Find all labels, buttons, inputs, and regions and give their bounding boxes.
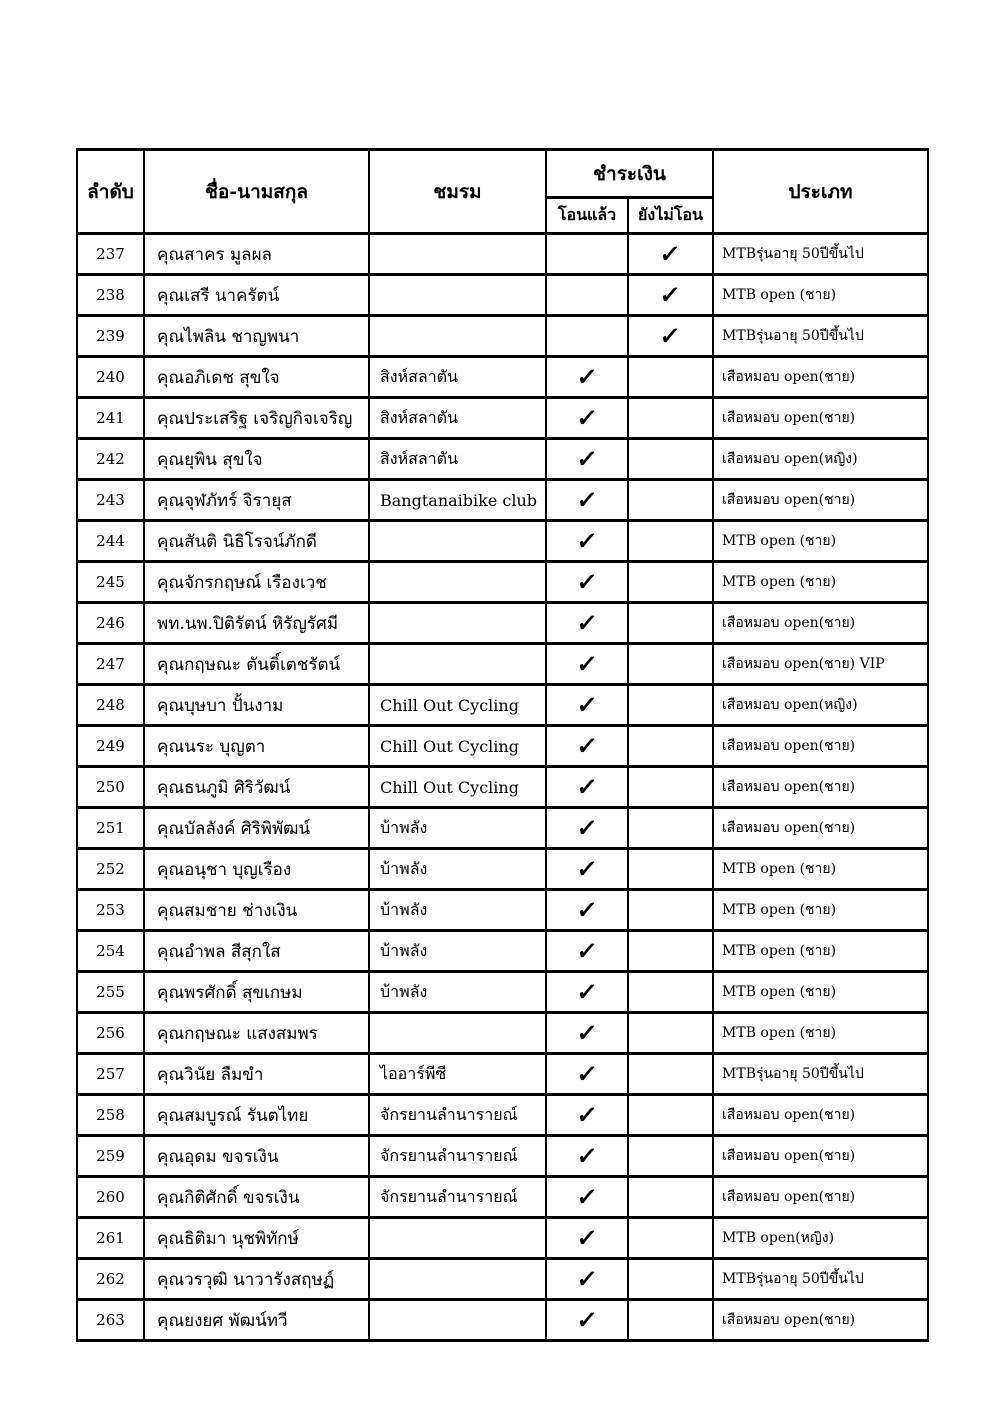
- unpaid-checkmark: [628, 316, 713, 357]
- table-row: [77, 644, 928, 685]
- participant-name: คุณยุพิน สุขใจ: [144, 439, 369, 480]
- paid-checkmark: [546, 808, 628, 849]
- unpaid-checkmark: [628, 1177, 713, 1218]
- row-number: 254: [77, 931, 144, 972]
- table-row: [77, 726, 928, 767]
- row-number: 248: [77, 685, 144, 726]
- participant-name: คุณยงยศ พัฒน์ทวี: [144, 1300, 369, 1341]
- check-icon: ✓: [575, 689, 599, 719]
- unpaid-checkmark: [628, 439, 713, 480]
- row-number: 252: [77, 849, 144, 890]
- paid-checkmark: [546, 1259, 628, 1300]
- category-label: เสือหมอบ open(หญิง): [713, 685, 928, 726]
- paid-checkmark: [546, 644, 628, 685]
- check-icon: ✓: [575, 402, 599, 432]
- participant-name: คุณนระ บุญตา: [144, 726, 369, 767]
- check-icon: ✓: [575, 566, 599, 596]
- category-label: เสือหมอบ open(ชาย): [713, 767, 928, 808]
- category-label: MTBรุ่นอายุ 50ปีขึ้นไป: [713, 316, 928, 357]
- unpaid-checkmark: [628, 644, 713, 685]
- club-name: Chill Out Cycling: [369, 726, 546, 767]
- table-row: [77, 890, 928, 931]
- club-name: สิงห์สลาตัน: [369, 398, 546, 439]
- table-row: [77, 1259, 928, 1300]
- check-icon: ✓: [575, 853, 599, 883]
- check-icon: ✓: [658, 320, 683, 350]
- unpaid-checkmark: [628, 357, 713, 398]
- participant-name: คุณจุฬภัทร์ จิรายุส: [144, 480, 369, 521]
- participant-name: คุณกฤษณะ แสงสมพร: [144, 1013, 369, 1054]
- paid-checkmark: [546, 1218, 628, 1259]
- paid-checkmark: [546, 234, 628, 275]
- participant-name: คุณวินัย ลืมขำ: [144, 1054, 369, 1095]
- row-number: 240: [77, 357, 144, 398]
- paid-checkmark: [546, 931, 628, 972]
- row-number: 259: [77, 1136, 144, 1177]
- club-name: [369, 1218, 546, 1259]
- participant-name: คุณอนุชา บุญเรือง: [144, 849, 369, 890]
- paid-checkmark: [546, 480, 628, 521]
- check-icon: ✓: [575, 484, 599, 514]
- participant-name: คุณจักรกฤษณ์ เรืองเวช: [144, 562, 369, 603]
- participant-name: คุณกิติศักดิ์ ขจรเงิน: [144, 1177, 369, 1218]
- row-number: 257: [77, 1054, 144, 1095]
- header-name: ชื่อ-นามสกุล: [144, 150, 369, 234]
- row-number: 238: [77, 275, 144, 316]
- paid-checkmark: [546, 1095, 628, 1136]
- club-name: จักรยานลำนารายณ์: [369, 1136, 546, 1177]
- paid-checkmark: [546, 1177, 628, 1218]
- category-label: เสือหมอบ open(ชาย): [713, 1136, 928, 1177]
- paid-checkmark: [546, 521, 628, 562]
- club-name: จักรยานลำนารายณ์: [369, 1177, 546, 1218]
- header-unpaid: ยังไม่โอน: [628, 198, 713, 234]
- paid-checkmark: [546, 767, 628, 808]
- club-name: Bangtanaibike club: [369, 480, 546, 521]
- club-name: [369, 1259, 546, 1300]
- table-row: [77, 767, 928, 808]
- check-icon: ✓: [575, 1140, 599, 1170]
- club-name: จักรยานลำนารายณ์: [369, 1095, 546, 1136]
- table-row: [77, 1013, 928, 1054]
- unpaid-checkmark: [628, 398, 713, 439]
- unpaid-checkmark: [628, 931, 713, 972]
- participant-name: คุณกฤษณะ ตันติ์เตชรัตน์: [144, 644, 369, 685]
- row-number: 247: [77, 644, 144, 685]
- table-row: [77, 972, 928, 1013]
- check-icon: ✓: [575, 1222, 599, 1252]
- category-label: เสือหมอบ open(ชาย): [713, 1177, 928, 1218]
- unpaid-checkmark: [628, 767, 713, 808]
- club-name: Chill Out Cycling: [369, 767, 546, 808]
- row-number: 262: [77, 1259, 144, 1300]
- row-number: 244: [77, 521, 144, 562]
- club-name: บ้าพลัง: [369, 849, 546, 890]
- row-number: 249: [77, 726, 144, 767]
- unpaid-checkmark: [628, 1259, 713, 1300]
- paid-checkmark: [546, 1136, 628, 1177]
- participant-name: คุณอภิเดช สุขใจ: [144, 357, 369, 398]
- paid-checkmark: [546, 357, 628, 398]
- club-name: [369, 562, 546, 603]
- row-number: 239: [77, 316, 144, 357]
- check-icon: ✓: [658, 238, 683, 268]
- category-label: เสือหมอบ open(ชาย): [713, 1300, 928, 1341]
- participant-name: คุณบัลลังค์ ศิริพิพัฒน์: [144, 808, 369, 849]
- table-row: [77, 480, 928, 521]
- participant-name: คุณสมชาย ช่างเงิน: [144, 890, 369, 931]
- check-icon: ✓: [575, 935, 599, 965]
- unpaid-checkmark: [628, 890, 713, 931]
- unpaid-checkmark: [628, 603, 713, 644]
- paid-checkmark: [546, 685, 628, 726]
- table-row: [77, 1095, 928, 1136]
- table-row: [77, 1177, 928, 1218]
- header-number: ลำดับ: [77, 150, 144, 234]
- club-name: บ้าพลัง: [369, 808, 546, 849]
- table-row: [77, 439, 928, 480]
- category-label: เสือหมอบ open(ชาย): [713, 480, 928, 521]
- participant-name: คุณสมบูรณ์ รันตไทย: [144, 1095, 369, 1136]
- table-row: [77, 521, 928, 562]
- paid-checkmark: [546, 1054, 628, 1095]
- table-row: [77, 1218, 928, 1259]
- row-number: 263: [77, 1300, 144, 1341]
- table-row: [77, 808, 928, 849]
- row-number: 245: [77, 562, 144, 603]
- participant-name: พท.นพ.ปิติรัตน์ หิรัญรัศมี: [144, 603, 369, 644]
- header-club: ชมรม: [369, 150, 546, 234]
- paid-checkmark: [546, 316, 628, 357]
- table-row: [77, 1136, 928, 1177]
- participant-name: คุณอุดม ขจรเงิน: [144, 1136, 369, 1177]
- category-label: เสือหมอบ open(ชาย): [713, 726, 928, 767]
- table-row: [77, 603, 928, 644]
- check-icon: ✓: [575, 607, 599, 637]
- table-row: [77, 398, 928, 439]
- check-icon: ✓: [575, 812, 599, 842]
- club-name: [369, 316, 546, 357]
- table-row: [77, 562, 928, 603]
- row-number: 242: [77, 439, 144, 480]
- unpaid-checkmark: [628, 234, 713, 275]
- row-number: 250: [77, 767, 144, 808]
- participant-name: คุณบุษบา ปั้นงาม: [144, 685, 369, 726]
- category-label: เสือหมอบ open(ชาย): [713, 357, 928, 398]
- club-name: [369, 1013, 546, 1054]
- header-payment: ชำระเงิน: [546, 150, 713, 198]
- participant-name: คุณธนภูมิ ศิริวัฒน์: [144, 767, 369, 808]
- category-label: เสือหมอบ open(หญิง): [713, 439, 928, 480]
- unpaid-checkmark: [628, 1013, 713, 1054]
- participant-name: คุณพรศักดิ์ สุขเกษม: [144, 972, 369, 1013]
- row-number: 260: [77, 1177, 144, 1218]
- unpaid-checkmark: [628, 972, 713, 1013]
- check-icon: ✓: [575, 1181, 599, 1211]
- table-row: [77, 1300, 928, 1341]
- unpaid-checkmark: [628, 849, 713, 890]
- check-icon: ✓: [575, 525, 599, 555]
- participant-name: คุณอำพล สีสุกใส: [144, 931, 369, 972]
- table-header: [77, 150, 928, 234]
- check-icon: ✓: [575, 730, 599, 760]
- participant-name: คุณสาคร มูลผล: [144, 234, 369, 275]
- registration-table: [76, 148, 929, 1342]
- unpaid-checkmark: [628, 1136, 713, 1177]
- row-number: 253: [77, 890, 144, 931]
- club-name: [369, 234, 546, 275]
- paid-checkmark: [546, 562, 628, 603]
- check-icon: ✓: [575, 894, 599, 924]
- club-name: [369, 1300, 546, 1341]
- club-name: [369, 521, 546, 562]
- check-icon: ✓: [575, 976, 599, 1006]
- check-icon: ✓: [575, 443, 599, 473]
- paid-checkmark: [546, 1013, 628, 1054]
- check-icon: ✓: [575, 771, 599, 801]
- check-icon: ✓: [575, 648, 599, 678]
- paid-checkmark: [546, 1300, 628, 1341]
- club-name: Chill Out Cycling: [369, 685, 546, 726]
- paid-checkmark: [546, 890, 628, 931]
- unpaid-checkmark: [628, 1218, 713, 1259]
- club-name: [369, 644, 546, 685]
- category-label: เสือหมอบ open(ชาย): [713, 398, 928, 439]
- row-number: 258: [77, 1095, 144, 1136]
- category-label: MTBรุ่นอายุ 50ปีขึ้นไป: [713, 234, 928, 275]
- check-icon: ✓: [575, 1099, 599, 1129]
- paid-checkmark: [546, 972, 628, 1013]
- category-label: เสือหมอบ open(ชาย): [713, 1095, 928, 1136]
- participant-name: คุณเสรี นาครัตน์: [144, 275, 369, 316]
- category-label: MTB open (ชาย): [713, 849, 928, 890]
- category-label: MTB open (ชาย): [713, 1013, 928, 1054]
- participant-name: คุณธิติมา นุชพิทักษ์: [144, 1218, 369, 1259]
- row-number: 256: [77, 1013, 144, 1054]
- paid-checkmark: [546, 726, 628, 767]
- category-label: MTBรุ่นอายุ 50ปีขึ้นไป: [713, 1054, 928, 1095]
- participant-name: คุณไพลิน ชาญพนา: [144, 316, 369, 357]
- unpaid-checkmark: [628, 562, 713, 603]
- category-label: MTB open (ชาย): [713, 521, 928, 562]
- table-row: [77, 234, 928, 275]
- paid-checkmark: [546, 849, 628, 890]
- check-icon: ✓: [575, 361, 599, 391]
- category-label: MTB open (ชาย): [713, 890, 928, 931]
- category-label: เสือหมอบ open(ชาย): [713, 603, 928, 644]
- category-label: MTB open (ชาย): [713, 931, 928, 972]
- category-label: MTB open (ชาย): [713, 562, 928, 603]
- paid-checkmark: [546, 603, 628, 644]
- participant-name: คุณประเสริฐ เจริญกิจเจริญ: [144, 398, 369, 439]
- table-row: [77, 931, 928, 972]
- category-label: เสือหมอบ open(ชาย): [713, 808, 928, 849]
- header-paid: โอนแล้ว: [546, 198, 628, 234]
- club-name: บ้าพลัง: [369, 931, 546, 972]
- club-name: บ้าพลัง: [369, 890, 546, 931]
- unpaid-checkmark: [628, 275, 713, 316]
- unpaid-checkmark: [628, 1300, 713, 1341]
- check-icon: ✓: [575, 1263, 599, 1293]
- table-row: [77, 849, 928, 890]
- club-name: [369, 603, 546, 644]
- header-category: ประเภท: [713, 150, 928, 234]
- row-number: 237: [77, 234, 144, 275]
- check-icon: ✓: [575, 1058, 599, 1088]
- row-number: 246: [77, 603, 144, 644]
- participant-name: คุณวรวุฒิ นาวารังสฤษฏ์: [144, 1259, 369, 1300]
- table-row: [77, 357, 928, 398]
- row-number: 243: [77, 480, 144, 521]
- category-label: MTB open(หญิง): [713, 1218, 928, 1259]
- category-label: MTB open (ชาย): [713, 275, 928, 316]
- category-label: เสือหมอบ open(ชาย) VIP: [713, 644, 928, 685]
- check-icon: ✓: [575, 1304, 599, 1334]
- club-name: บ้าพลัง: [369, 972, 546, 1013]
- table-row: [77, 275, 928, 316]
- unpaid-checkmark: [628, 480, 713, 521]
- club-name: สิงห์สลาตัน: [369, 439, 546, 480]
- category-label: MTB open (ชาย): [713, 972, 928, 1013]
- club-name: ไออาร์พีซี: [369, 1054, 546, 1095]
- table-body: [77, 234, 928, 1341]
- unpaid-checkmark: [628, 685, 713, 726]
- row-number: 255: [77, 972, 144, 1013]
- check-icon: ✓: [575, 1017, 599, 1047]
- unpaid-checkmark: [628, 521, 713, 562]
- table-row: [77, 316, 928, 357]
- row-number: 241: [77, 398, 144, 439]
- paid-checkmark: [546, 398, 628, 439]
- unpaid-checkmark: [628, 808, 713, 849]
- row-number: 251: [77, 808, 144, 849]
- row-number: 261: [77, 1218, 144, 1259]
- club-name: สิงห์สลาตัน: [369, 357, 546, 398]
- club-name: [369, 275, 546, 316]
- check-icon: ✓: [658, 279, 683, 309]
- table-row: [77, 1054, 928, 1095]
- unpaid-checkmark: [628, 726, 713, 767]
- paid-checkmark: [546, 275, 628, 316]
- unpaid-checkmark: [628, 1095, 713, 1136]
- unpaid-checkmark: [628, 1054, 713, 1095]
- paid-checkmark: [546, 439, 628, 480]
- table-row: [77, 685, 928, 726]
- category-label: MTBรุ่นอายุ 50ปีขึ้นไป: [713, 1259, 928, 1300]
- participant-name: คุณสันติ นิธิโรจน์ภักดี: [144, 521, 369, 562]
